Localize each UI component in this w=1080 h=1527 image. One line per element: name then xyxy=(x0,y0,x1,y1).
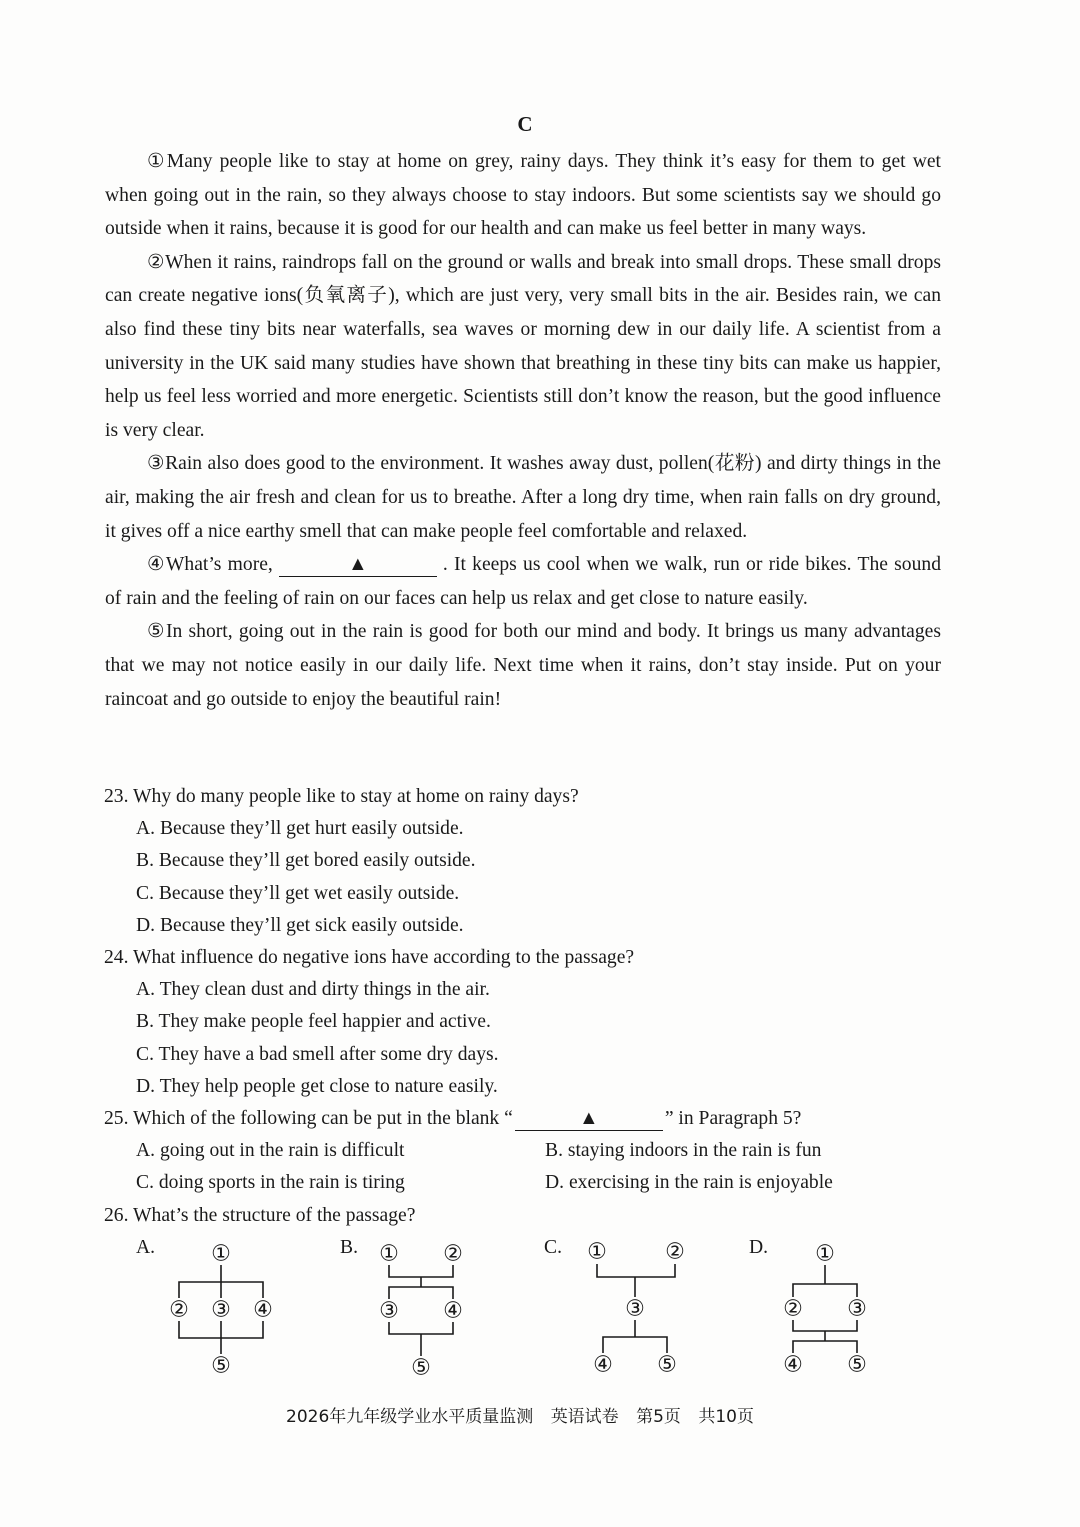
question-23: 23. Why do many people like to stay at home on rainy days? xyxy=(104,786,579,807)
paragraph-number: ① xyxy=(147,151,167,172)
question-26: 26. What’s the structure of the passage? xyxy=(104,1204,416,1226)
diagram-d-node-1: ① xyxy=(815,1241,835,1267)
footer-exam-title: 2026年九年级学业水平质量监测 xyxy=(286,1407,534,1427)
option-24c: C. They have a bad smell after some dry days. xyxy=(136,1043,499,1065)
diagram-d-node-2: ② xyxy=(783,1296,803,1322)
diagram-a-node-4: ④ xyxy=(253,1297,273,1323)
option-25b: B. staying indoors in the rain is fun xyxy=(545,1140,822,1162)
footer-total-pages: 共10页 xyxy=(698,1407,754,1427)
diagram-c-node-1: ① xyxy=(587,1239,607,1265)
diagram-nodes xyxy=(169,1240,867,1381)
diagram-a-node-1: ① xyxy=(211,1241,231,1267)
answer-blank: ▲ xyxy=(279,554,437,577)
diagram-a-node-2: ② xyxy=(169,1297,189,1323)
option-23a: A. Because they’ll get hurt easily outside. xyxy=(136,818,464,840)
paragraph-text-after-blank: . It keeps us cool when we walk, run or ride bikes. The sound of rain and the feeling of rain on our faces can help us relax and get close to nature easily. xyxy=(105,554,941,609)
paragraph-text: In short, going out in the rain is good for both our mind and body. It brings us many advantages that we may not notice easily in our daily life. Next time when it rains, don’t stay inside. Put on your raincoat and go outside to enjoy the beautiful rain! xyxy=(105,621,941,710)
diagram-a-node-3: ③ xyxy=(211,1297,231,1323)
footer-subject: 英语试卷 xyxy=(550,1407,619,1427)
option-24b: B. They make people feel happier and active. xyxy=(136,1011,491,1033)
answer-blank: ▲ xyxy=(515,1108,663,1131)
option-24d: D. They help people get close to nature easily. xyxy=(136,1075,498,1097)
diagram-lines xyxy=(179,1264,857,1356)
diagram-a-label: A. xyxy=(136,1237,156,1258)
question-25-text: 25. Which of the following can be put in the blank “ xyxy=(104,1108,513,1130)
footer-page-number: 第5页 xyxy=(636,1407,681,1427)
diagram-d-node-5: ⑤ xyxy=(847,1352,867,1378)
page-footer xyxy=(0,1402,1040,1427)
paragraph-number: ② xyxy=(147,251,166,273)
paragraph-text: Rain also does good to the environment. It washes away dust, pollen(花粉) and dirty things in the air, making the air fresh and clean for us to breathe. After a long dry time, when rain falls on dry ground, it gives off a nice earthy smell that can make people feel comfortable and relaxed. xyxy=(105,453,941,542)
diagram-d-label: D. xyxy=(749,1237,769,1258)
option-25c: C. doing sports in the rain is tiring xyxy=(136,1172,405,1194)
diagram-b-node-5: ⑤ xyxy=(411,1355,431,1381)
paragraph-number: ④ xyxy=(147,554,166,576)
diagram-c-node-4: ④ xyxy=(593,1352,613,1378)
diagram-c-label: C. xyxy=(544,1237,562,1258)
option-25a: A. going out in the rain is difficult xyxy=(136,1140,405,1162)
diagram-b-label: B. xyxy=(340,1237,358,1258)
diagram-b-node-3: ③ xyxy=(379,1298,399,1324)
option-23d: D. Because they’ll get sick easily outside. xyxy=(136,914,464,936)
question-24: 24. What influence do negative ions have according to the passage? xyxy=(104,947,635,969)
diagram-d-node-3: ③ xyxy=(847,1296,867,1322)
paragraph-number: ⑤ xyxy=(147,621,166,643)
diagram-c-node-2: ② xyxy=(665,1239,685,1265)
diagram-b-node-1: ① xyxy=(379,1241,399,1267)
question-25-text-end: ” in Paragraph 5? xyxy=(664,1108,802,1130)
paragraph-number: ③ xyxy=(147,453,166,475)
diagram-c-node-5: ⑤ xyxy=(657,1352,677,1378)
diagram-b-node-4: ④ xyxy=(443,1298,463,1324)
option-23b: B. Because they’ll get bored easily outside. xyxy=(136,850,476,872)
option-25d: D. exercising in the rain is enjoyable xyxy=(545,1172,833,1194)
paragraph-text: Many people like to stay at home on grey, rainy days. They think it’s easy for them to get wet when going out in the rain, so they always choose to stay indoors. But some scientists say we should go outside when it rains, because it is good for our health and can make us feel better in many ways. xyxy=(105,151,941,240)
diagram-a-node-5: ⑤ xyxy=(211,1353,231,1379)
diagram-d-node-4: ④ xyxy=(783,1352,803,1378)
section-title: C xyxy=(517,112,533,136)
diagram-c-node-3: ③ xyxy=(625,1296,645,1322)
paragraph-text-before-blank: What’s more, xyxy=(165,554,273,576)
paragraph-text: When it rains, raindrops fall on the ground or walls and break into small drops. These small drops can create negative ions(负氧离子), which are just very, very small bits in the air. Besides rain, we can also find these tiny bits near waterfalls, sea waves or morning dew in our daily life. A scientist from a university in the UK said many studies have shown that breathing in these tiny bits can make us happier, help us feel less worried and more energetic. Scientists still don’t know the reason, but the good influence is very clear. xyxy=(105,251,941,441)
option-24a: A. They clean dust and dirty things in the air. xyxy=(136,979,490,1001)
option-23c: C. Because they’ll get wet easily outside. xyxy=(136,882,460,904)
diagram-b-node-2: ② xyxy=(443,1241,463,1267)
